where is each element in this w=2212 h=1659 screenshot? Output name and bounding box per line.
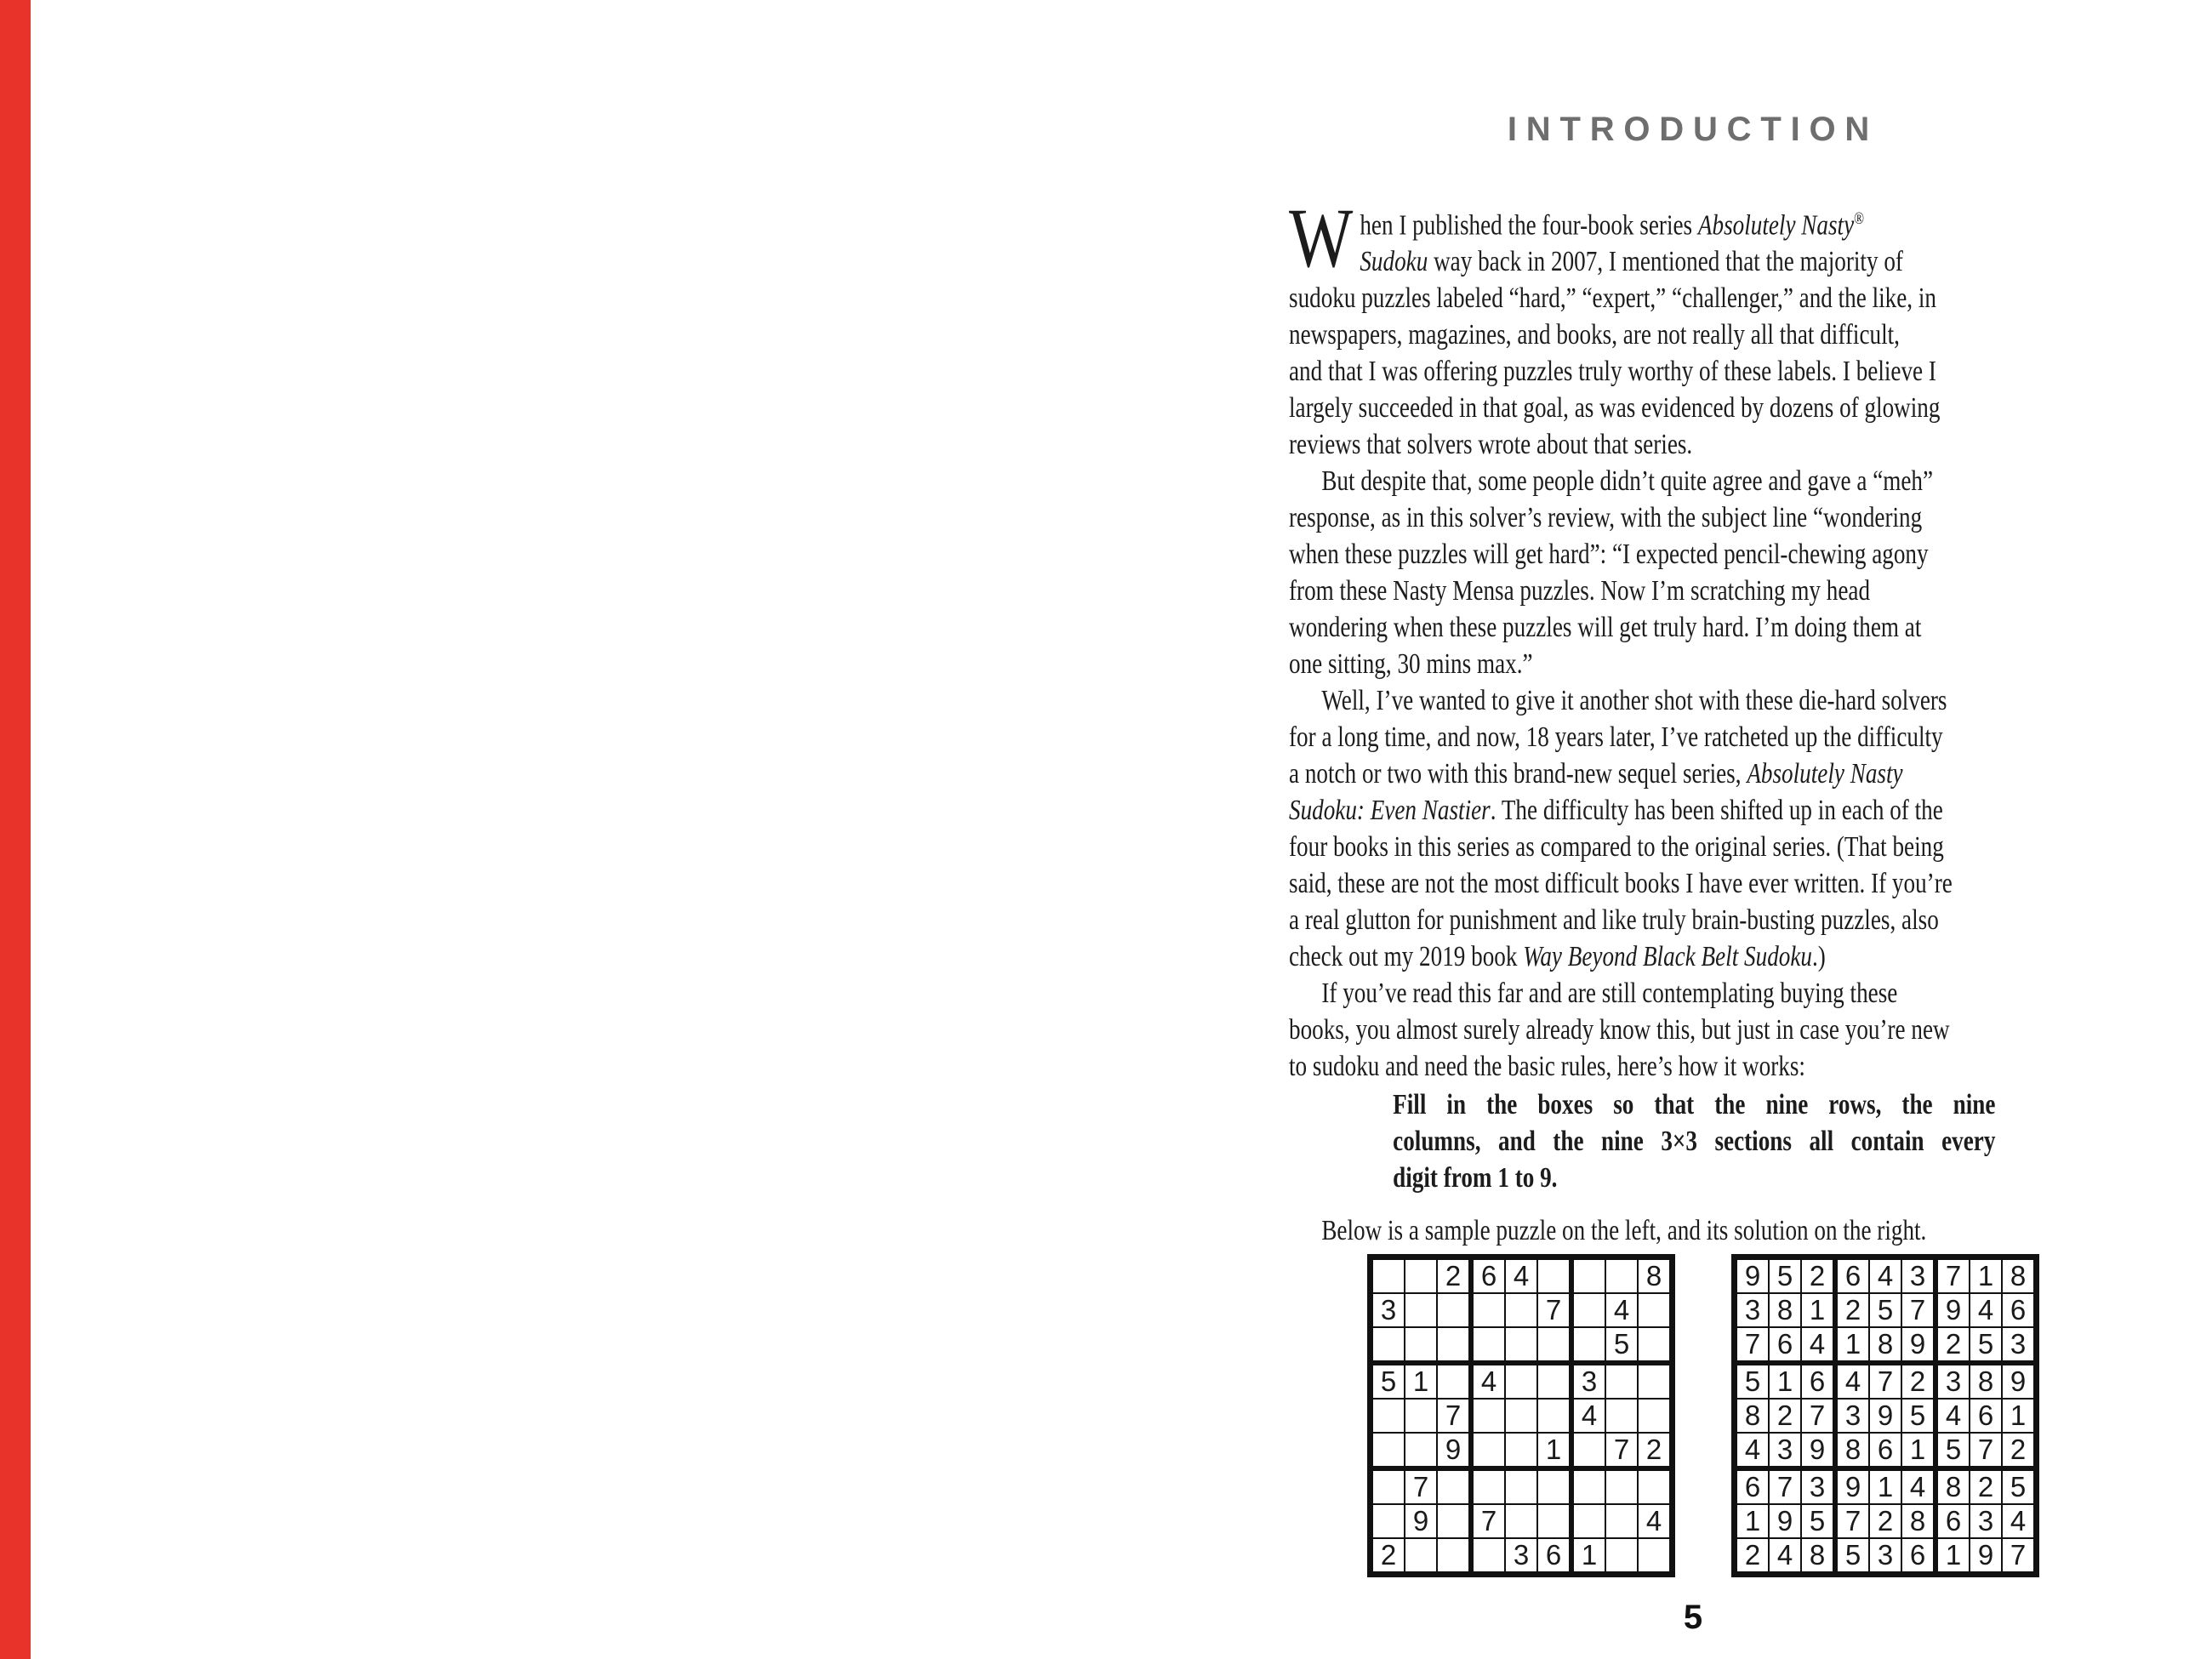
sudoku-puzzle-grid — [1367, 1254, 1675, 1577]
paragraph — [1289, 682, 2097, 975]
solution-cell: 8 — [1869, 1327, 1901, 1363]
solution-cell: 8 — [1936, 1468, 1970, 1504]
text-line — [1289, 573, 2097, 609]
rules-line: Fill in the boxes so that the nine rows, the nine — [1393, 1089, 1996, 1121]
solution-cell: 4 — [1869, 1257, 1901, 1294]
sudoku-row — [1735, 1468, 2037, 1504]
sudoku-row — [1735, 1504, 2037, 1538]
puzzle-cell: 7 — [1605, 1433, 1638, 1468]
puzzle-cell: 4 — [1471, 1363, 1505, 1399]
puzzle-cell — [1537, 1363, 1571, 1399]
sudoku-solution-grid — [1731, 1254, 2039, 1577]
solution-cell: 9 — [1970, 1538, 2002, 1575]
solution-cell: 2 — [1801, 1257, 1835, 1294]
solution-cell: 6 — [1936, 1504, 1970, 1538]
text-run: . The difficulty has been shifted up in each of the — [1490, 795, 1943, 827]
solution-cell: 5 — [1936, 1433, 1970, 1468]
puzzle-cell: 8 — [1638, 1257, 1673, 1294]
text-line — [1289, 316, 2097, 353]
solution-cell: 1 — [2002, 1399, 2037, 1433]
text-run: way back in 2007, I mentioned that the majority of — [1428, 246, 1903, 278]
solution-cell: 2 — [1769, 1399, 1801, 1433]
introduction-text-block — [1289, 191, 2097, 1249]
text-line — [1289, 463, 2097, 499]
book-cover-edge-strip — [0, 0, 31, 1659]
sudoku-row — [1371, 1538, 1673, 1575]
puzzle-cell — [1371, 1327, 1405, 1363]
text-run: .) — [1811, 941, 1826, 973]
puzzle-cell: 7 — [1537, 1293, 1571, 1327]
sudoku-row — [1735, 1363, 2037, 1399]
text-run: reviews that solvers wrote about that series. — [1289, 429, 1693, 461]
text-run: newspapers, magazines, and books, are not really all that difficult, — [1289, 319, 1900, 351]
text-run: sudoku puzzles labeled “hard,” “expert,” “challenger,” and the like, in — [1289, 282, 1936, 315]
puzzle-cell — [1571, 1433, 1605, 1468]
puzzle-cell — [1571, 1504, 1605, 1538]
sudoku-row — [1371, 1363, 1673, 1399]
sudoku-row — [1735, 1538, 2037, 1575]
puzzle-cell — [1371, 1433, 1405, 1468]
sudoku-row — [1735, 1257, 2037, 1294]
puzzle-cell — [1605, 1468, 1638, 1504]
page-title: INTRODUCTION — [1507, 111, 1879, 148]
solution-cell: 8 — [1835, 1433, 1869, 1468]
puzzle-cell — [1405, 1327, 1437, 1363]
text-run: hen I published the four-book series — [1360, 209, 1698, 242]
solution-cell: 7 — [1835, 1504, 1869, 1538]
solution-cell: 8 — [1801, 1538, 1835, 1575]
puzzle-cell — [1605, 1399, 1638, 1433]
solution-cell: 7 — [1735, 1327, 1770, 1363]
book-title-italic: Absolutely Nasty — [1697, 209, 1855, 242]
solution-cell: 1 — [1735, 1504, 1770, 1538]
text-line — [1289, 536, 2097, 573]
paragraph — [1289, 463, 2097, 682]
puzzle-cell — [1605, 1538, 1638, 1575]
puzzle-cell — [1638, 1468, 1673, 1504]
sudoku-row — [1371, 1327, 1673, 1363]
solution-cell: 6 — [2002, 1293, 2037, 1327]
text-line — [1289, 938, 2097, 975]
solution-cell: 3 — [1901, 1257, 1936, 1294]
puzzle-cell: 4 — [1505, 1257, 1537, 1294]
text-run: books, you almost surely already know this, but just in case you’re new — [1289, 1014, 1950, 1046]
solution-cell: 5 — [1735, 1363, 1770, 1399]
solution-cell: 1 — [1970, 1257, 2002, 1294]
text-run: and that I was offering puzzles truly worthy of these labels. I believe I — [1289, 356, 1936, 388]
text-line — [1289, 243, 2097, 280]
puzzle-cell — [1537, 1468, 1571, 1504]
puzzle-cell: 7 — [1471, 1504, 1505, 1538]
text-line — [1289, 646, 2097, 682]
solution-cell: 7 — [1936, 1257, 1970, 1294]
solution-cell: 3 — [1735, 1293, 1770, 1327]
solution-cell: 7 — [1801, 1399, 1835, 1433]
solution-cell: 4 — [1735, 1433, 1770, 1468]
text-line — [1289, 353, 2097, 390]
puzzle-cell — [1405, 1293, 1437, 1327]
paragraph — [1289, 975, 2097, 1085]
text-run: four books in this series as compared to the original series. (That being — [1289, 831, 1944, 864]
sudoku-row — [1371, 1293, 1673, 1327]
solution-cell: 4 — [1835, 1363, 1869, 1399]
solution-cell: 4 — [1901, 1468, 1936, 1504]
text-run: for a long time, and now, 18 years later, I’ve ratcheted up the difficulty — [1289, 721, 1943, 754]
puzzle-cell: 3 — [1371, 1293, 1405, 1327]
puzzle-cell — [1638, 1327, 1673, 1363]
registered-mark: ® — [1854, 209, 1865, 228]
text-line — [1289, 426, 2097, 463]
sudoku-row — [1735, 1293, 2037, 1327]
puzzle-cell: 1 — [1571, 1538, 1605, 1575]
puzzle-cell — [1405, 1538, 1437, 1575]
puzzle-cell — [1638, 1399, 1673, 1433]
puzzle-cell — [1471, 1468, 1505, 1504]
solution-cell: 5 — [2002, 1468, 2037, 1504]
solution-cell: 8 — [1970, 1363, 2002, 1399]
solution-cell: 2 — [1869, 1504, 1901, 1538]
solution-cell: 9 — [1901, 1327, 1936, 1363]
solution-cell: 6 — [1901, 1538, 1936, 1575]
text-run: check out my 2019 book — [1289, 941, 1524, 973]
solution-cell: 1 — [1869, 1468, 1901, 1504]
solution-cell: 2 — [1970, 1468, 2002, 1504]
sudoku-grids-row — [1367, 1254, 2097, 1577]
puzzle-cell — [1371, 1399, 1405, 1433]
solution-cell: 1 — [1835, 1327, 1869, 1363]
solution-cell: 3 — [1801, 1468, 1835, 1504]
puzzle-cell: 4 — [1571, 1399, 1605, 1433]
puzzle-cell: 2 — [1638, 1433, 1673, 1468]
book-title-italic: Way Beyond Black Belt Sudoku — [1523, 941, 1812, 973]
puzzle-cell — [1405, 1433, 1437, 1468]
text-line — [1289, 201, 2097, 243]
puzzle-cell — [1571, 1293, 1605, 1327]
puzzle-cell — [1505, 1504, 1537, 1538]
solution-cell: 8 — [2002, 1257, 2037, 1294]
solution-cell: 8 — [1901, 1504, 1936, 1538]
book-title-italic: Sudoku: Even Nastier — [1289, 795, 1491, 827]
puzzle-cell — [1505, 1399, 1537, 1433]
puzzle-cell — [1638, 1293, 1673, 1327]
puzzle-cell — [1471, 1399, 1505, 1433]
text-line — [1289, 499, 2097, 536]
book-title-italic: Sudoku — [1360, 246, 1428, 278]
solution-cell: 4 — [1801, 1327, 1835, 1363]
puzzle-cell — [1437, 1363, 1471, 1399]
solution-cell: 9 — [1936, 1293, 1970, 1327]
page-number: 5 — [1683, 1599, 1703, 1637]
puzzle-cell — [1471, 1538, 1505, 1575]
puzzle-cell: 7 — [1405, 1468, 1437, 1504]
puzzle-cell: 1 — [1537, 1433, 1571, 1468]
solution-cell: 5 — [1835, 1538, 1869, 1575]
solution-cell: 3 — [2002, 1327, 2037, 1363]
solution-cell: 5 — [1901, 1399, 1936, 1433]
puzzle-cell: 6 — [1537, 1538, 1571, 1575]
puzzle-cell: 9 — [1405, 1504, 1437, 1538]
sudoku-row — [1735, 1327, 2037, 1363]
solution-cell: 9 — [1801, 1433, 1835, 1468]
solution-cell: 2 — [1901, 1363, 1936, 1399]
puzzle-cell: 9 — [1437, 1433, 1471, 1468]
solution-cell: 6 — [1869, 1433, 1901, 1468]
puzzle-cell: 4 — [1605, 1293, 1638, 1327]
solution-cell: 2 — [1936, 1327, 1970, 1363]
sudoku-row — [1371, 1504, 1673, 1538]
solution-cell: 3 — [1835, 1399, 1869, 1433]
solution-cell: 6 — [1769, 1327, 1801, 1363]
drop-cap: W — [1289, 191, 1354, 285]
solution-cell: 7 — [1869, 1363, 1901, 1399]
puzzle-cell — [1505, 1363, 1537, 1399]
book-title-italic: Absolutely Nasty — [1747, 758, 1903, 790]
text-line — [1289, 1012, 2097, 1048]
puzzle-cell — [1437, 1504, 1471, 1538]
solution-cell: 9 — [2002, 1363, 2037, 1399]
sudoku-rules-callout — [1393, 1086, 1995, 1196]
solution-cell: 1 — [1769, 1363, 1801, 1399]
sudoku-row — [1371, 1257, 1673, 1294]
solution-cell: 4 — [1769, 1538, 1801, 1575]
puzzle-cell — [1437, 1468, 1471, 1504]
puzzle-cell: 1 — [1405, 1363, 1437, 1399]
solution-cell: 2 — [1735, 1538, 1770, 1575]
puzzle-cell: 3 — [1571, 1363, 1605, 1399]
solution-cell: 7 — [2002, 1538, 2037, 1575]
puzzle-cell: 5 — [1605, 1327, 1638, 1363]
solution-cell: 9 — [1735, 1257, 1770, 1294]
solution-cell: 6 — [1970, 1399, 2002, 1433]
puzzle-cell — [1638, 1363, 1673, 1399]
solution-cell: 4 — [2002, 1504, 2037, 1538]
solution-cell: 5 — [1801, 1504, 1835, 1538]
solution-cell: 1 — [1936, 1538, 1970, 1575]
puzzle-cell — [1571, 1468, 1605, 1504]
puzzle-cell — [1371, 1257, 1405, 1294]
solution-cell: 9 — [1869, 1399, 1901, 1433]
puzzle-cell: 2 — [1371, 1538, 1405, 1575]
solution-cell: 9 — [1769, 1504, 1801, 1538]
puzzle-cell — [1437, 1538, 1471, 1575]
puzzle-cell — [1505, 1327, 1537, 1363]
solution-cell: 3 — [1970, 1504, 2002, 1538]
text-run: to sudoku and need the basic rules, here’s how it works: — [1289, 1051, 1805, 1083]
puzzle-cell: 4 — [1638, 1504, 1673, 1538]
solution-cell: 1 — [1801, 1293, 1835, 1327]
text-run: a notch or two with this brand-new sequel series, — [1289, 758, 1747, 790]
paragraph — [1289, 191, 2097, 463]
solution-cell: 3 — [1769, 1433, 1801, 1468]
solution-cell: 6 — [1835, 1257, 1869, 1294]
solution-cell: 6 — [1801, 1363, 1835, 1399]
sudoku-row — [1735, 1433, 2037, 1468]
rules-line: columns, and the nine 3×3 sections all contain every — [1393, 1126, 1996, 1158]
solution-cell: 4 — [1970, 1293, 2002, 1327]
solution-cell: 7 — [1970, 1433, 2002, 1468]
puzzle-cell — [1605, 1257, 1638, 1294]
text-line — [1289, 902, 2097, 938]
solution-cell: 1 — [1901, 1433, 1936, 1468]
puzzle-cell — [1471, 1293, 1505, 1327]
text-line — [1289, 1048, 2097, 1085]
puzzle-cell — [1505, 1468, 1537, 1504]
sample-caption: Below is a sample puzzle on the left, and its solution on the right. — [1321, 1215, 1927, 1247]
solution-cell: 7 — [1901, 1293, 1936, 1327]
puzzle-cell — [1537, 1327, 1571, 1363]
text-line — [1289, 719, 2097, 755]
puzzle-cell — [1437, 1293, 1471, 1327]
text-line — [1289, 792, 2097, 829]
page-content-column — [1289, 0, 2097, 1637]
solution-cell: 5 — [1769, 1257, 1801, 1294]
text-line — [1289, 865, 2097, 902]
solution-cell: 9 — [1835, 1468, 1869, 1504]
introduction-paragraphs — [1289, 191, 2097, 1085]
text-line — [1289, 975, 2097, 1012]
puzzle-cell — [1537, 1399, 1571, 1433]
puzzle-cell — [1371, 1468, 1405, 1504]
rules-line: digit from 1 to 9. — [1393, 1162, 1558, 1194]
solution-cell: 3 — [1936, 1363, 1970, 1399]
puzzle-cell: 7 — [1437, 1399, 1471, 1433]
text-run: a real glutton for punishment and like truly brain-busting puzzles, also — [1289, 904, 1939, 937]
puzzle-cell — [1437, 1327, 1471, 1363]
solution-cell: 4 — [1936, 1399, 1970, 1433]
puzzle-cell — [1505, 1433, 1537, 1468]
sudoku-row — [1371, 1399, 1673, 1433]
solution-cell: 5 — [1970, 1327, 2002, 1363]
solution-cell: 8 — [1769, 1293, 1801, 1327]
puzzle-cell: 2 — [1437, 1257, 1471, 1294]
puzzle-cell — [1505, 1293, 1537, 1327]
puzzle-cell — [1537, 1257, 1571, 1294]
puzzle-cell: 3 — [1505, 1538, 1537, 1575]
solution-cell: 3 — [1869, 1538, 1901, 1575]
text-line — [1289, 280, 2097, 316]
puzzle-cell — [1638, 1538, 1673, 1575]
text-run: response, as in this solver’s review, with the subject line “wondering — [1289, 502, 1923, 534]
solution-cell: 6 — [1735, 1468, 1770, 1504]
text-run: largely succeeded in that goal, as was evidenced by dozens of glowing — [1289, 392, 1941, 425]
sudoku-row — [1371, 1433, 1673, 1468]
text-line — [1289, 390, 2097, 426]
sudoku-row — [1371, 1468, 1673, 1504]
text-run: when these puzzles will get hard”: “I expected pencil-chewing agony — [1289, 539, 1929, 571]
text-run: one sitting, 30 mins max.” — [1289, 648, 1533, 681]
solution-cell: 5 — [1869, 1293, 1901, 1327]
puzzle-cell — [1405, 1399, 1437, 1433]
puzzle-cell — [1605, 1363, 1638, 1399]
text-run: wondering when these puzzles will get truly hard. I’m doing them at — [1289, 612, 1922, 644]
puzzle-cell — [1571, 1257, 1605, 1294]
text-run: If you’ve read this far and are still contemplating buying these — [1321, 978, 1898, 1010]
puzzle-cell — [1571, 1327, 1605, 1363]
puzzle-cell: 5 — [1371, 1363, 1405, 1399]
sudoku-row — [1735, 1399, 2037, 1433]
puzzle-cell — [1605, 1504, 1638, 1538]
solution-cell: 2 — [2002, 1433, 2037, 1468]
puzzle-cell — [1537, 1504, 1571, 1538]
text-run: Well, I’ve wanted to give it another shot with these die-hard solvers — [1321, 685, 1947, 717]
puzzle-cell: 6 — [1471, 1257, 1505, 1294]
text-line — [1289, 755, 2097, 792]
text-run: from these Nasty Mensa puzzles. Now I’m scratching my head — [1289, 575, 1871, 607]
text-line — [1289, 609, 2097, 646]
text-run: said, these are not the most difficult books I have ever written. If you’re — [1289, 868, 1953, 900]
solution-cell: 7 — [1769, 1468, 1801, 1504]
text-line — [1289, 829, 2097, 865]
text-run: But despite that, some people didn’t quite agree and gave a “meh” — [1321, 465, 1934, 498]
text-line — [1289, 682, 2097, 719]
puzzle-cell — [1371, 1504, 1405, 1538]
puzzle-cell — [1471, 1327, 1505, 1363]
solution-cell: 8 — [1735, 1399, 1770, 1433]
puzzle-cell — [1471, 1433, 1505, 1468]
solution-cell: 2 — [1835, 1293, 1869, 1327]
puzzle-cell — [1405, 1257, 1437, 1294]
